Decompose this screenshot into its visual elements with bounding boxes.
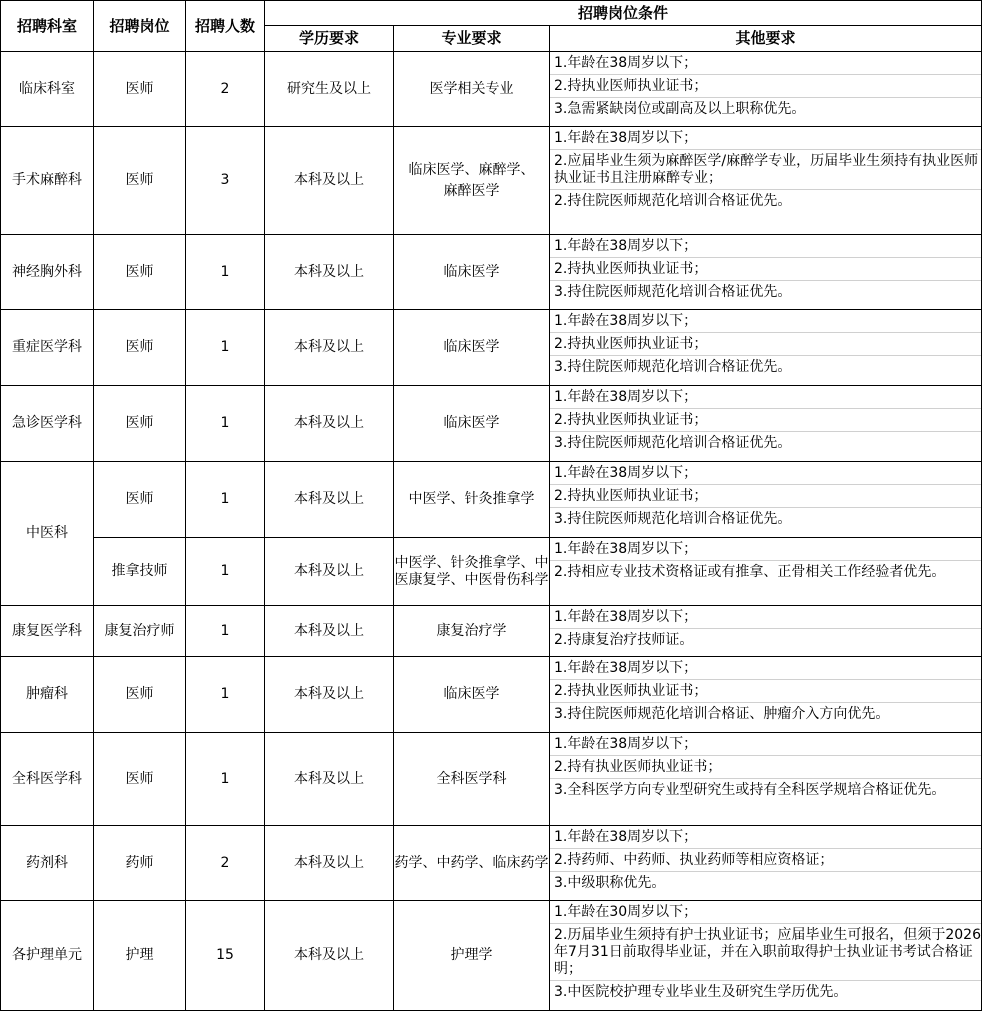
count-cell: 1: [186, 657, 265, 733]
count-cell: 1: [186, 538, 265, 606]
count-cell: 1: [186, 462, 265, 538]
requirement-line: 1.年龄在38周岁以下；: [550, 310, 981, 333]
education-cell: 本科及以上: [265, 310, 394, 386]
table-row: [1, 127, 982, 235]
table-row: [1, 733, 982, 826]
requirement-line: 3.持住院医师规范化培训合格证优先。: [554, 359, 792, 375]
dept-cell: 康复医学科: [1, 606, 94, 657]
requirement-line: 1.年龄在38周岁以下；: [550, 538, 981, 561]
major-cell: 护理学: [394, 901, 550, 1011]
header-education: 学历要求: [265, 26, 394, 52]
count-cell: 1: [186, 235, 265, 310]
count-cell: 2: [186, 52, 265, 127]
requirement-line: 2.持相应专业技术资格证或有推拿、正骨相关工作经验者优先。: [554, 564, 946, 580]
position-cell: 康复治疗师: [94, 606, 186, 657]
header-count: 招聘人数: [186, 1, 265, 52]
requirements-cell: [550, 901, 982, 1011]
requirement-line: 2.应届毕业生须为麻醉医学/麻醉学专业，历届毕业生须持有执业医师执业证书且注册麻醉专业；: [550, 150, 981, 190]
requirement-line: 2.持执业医师执业证书；: [550, 680, 981, 703]
position-cell: 药师: [94, 826, 186, 901]
requirement-line: 3.全科医学方向专业型研究生或持有全科医学规培合格证优先。: [554, 782, 946, 798]
requirement-line: 1.年龄在38周岁以下；: [550, 606, 981, 629]
requirements-cell: [550, 310, 982, 386]
requirement-line: 3.中级职称优先。: [554, 875, 666, 891]
requirements-cell: [550, 235, 982, 310]
major-cell: 中医学、针灸推拿学: [394, 462, 550, 538]
table-row: [1, 235, 982, 310]
position-cell: 医师: [94, 310, 186, 386]
requirement-line: 1.年龄在38周岁以下；: [550, 826, 981, 849]
table-row: [1, 901, 982, 1011]
education-cell: 研究生及以上: [265, 52, 394, 127]
header-conditions: 招聘岗位条件: [265, 1, 982, 26]
count-cell: 15: [186, 901, 265, 1011]
requirement-line: 1.年龄在38周岁以下；: [550, 52, 981, 75]
dept-cell: 临床科室: [1, 52, 94, 127]
table-row: [1, 826, 982, 901]
requirement-line: 3.持住院医师规范化培训合格证、肿瘤介入方向优先。: [554, 706, 890, 722]
education-cell: 本科及以上: [265, 462, 394, 538]
requirements-cell: [550, 462, 982, 538]
position-cell: 医师: [94, 386, 186, 462]
table-row: [1, 657, 982, 733]
requirement-line: 1.年龄在38周岁以下；: [550, 733, 981, 756]
requirements-cell: [550, 657, 982, 733]
position-cell: 医师: [94, 733, 186, 826]
major-line: 麻醉医学: [443, 182, 500, 199]
major-cell: 临床医学: [394, 386, 550, 462]
major-cell: 全科医学科: [394, 733, 550, 826]
table-row: [1, 310, 982, 386]
table-row: [1, 52, 982, 127]
count-cell: 2: [186, 826, 265, 901]
count-cell: 1: [186, 310, 265, 386]
requirement-line: 3.中医院校护理专业毕业生及研究生学历优先。: [554, 984, 848, 1000]
requirement-line: 1.年龄在30周岁以下；: [550, 901, 981, 924]
education-cell: 本科及以上: [265, 657, 394, 733]
dept-cell: 肿瘤科: [1, 657, 94, 733]
header-other: 其他要求: [550, 26, 982, 52]
major-cell: 康复治疗学: [394, 606, 550, 657]
header-major: 专业要求: [394, 26, 550, 52]
position-cell: 医师: [94, 462, 186, 538]
header-position: 招聘岗位: [94, 1, 186, 52]
count-cell: 1: [186, 386, 265, 462]
position-cell: 推拿技师: [94, 538, 186, 606]
count-cell: 3: [186, 127, 265, 235]
major-cell: 临床医学: [394, 235, 550, 310]
requirement-line: 2.历届毕业生须持有护士执业证书；应届毕业生可报名，但须于2026年7月31日前取得毕业证，并在入职前取得护士执业证书考试合格证明；: [550, 924, 981, 981]
major-cell: 临床医学: [394, 310, 550, 386]
requirements-cell: [550, 733, 982, 826]
education-cell: 本科及以上: [265, 538, 394, 606]
education-cell: 本科及以上: [265, 386, 394, 462]
education-cell: 本科及以上: [265, 606, 394, 657]
education-cell: 本科及以上: [265, 901, 394, 1011]
requirements-cell: [550, 606, 982, 657]
major-cell: 药学、中药学、临床药学: [394, 826, 550, 901]
requirement-line: 1.年龄在38周岁以下；: [550, 386, 981, 409]
count-cell: 1: [186, 606, 265, 657]
requirement-line: 2.持住院医师规范化培训合格证优先。: [554, 193, 792, 209]
table-row: [1, 538, 982, 606]
requirements-cell: [550, 386, 982, 462]
requirement-line: 1.年龄在38周岁以下；: [550, 127, 981, 150]
table-row: [1, 462, 982, 538]
dept-cell: 全科医学科: [1, 733, 94, 826]
dept-cell: 各护理单元: [1, 901, 94, 1011]
major-cell: 医学相关专业: [394, 52, 550, 127]
requirement-line: 1.年龄在38周岁以下；: [550, 462, 981, 485]
requirement-line: 2.持执业医师执业证书；: [550, 258, 981, 281]
count-cell: 1: [186, 733, 265, 826]
header-row: [1, 1, 982, 26]
requirement-line: 1.年龄在38周岁以下；: [550, 235, 981, 258]
requirements-cell: [550, 538, 982, 606]
requirement-line: 2.持药师、中药师、执业药师等相应资格证；: [550, 849, 981, 872]
dept-cell: 神经胸外科: [1, 235, 94, 310]
education-cell: 本科及以上: [265, 127, 394, 235]
requirements-cell: [550, 826, 982, 901]
requirement-line: 3.持住院医师规范化培训合格证优先。: [554, 284, 792, 300]
major-cell: [394, 127, 550, 235]
requirement-line: 1.年龄在38周岁以下；: [550, 657, 981, 680]
major-cell: 临床医学: [394, 657, 550, 733]
header-dept: 招聘科室: [1, 1, 94, 52]
table-row: [1, 606, 982, 657]
major-line: 临床医学、麻醉学、: [408, 161, 535, 178]
table-row: [1, 386, 982, 462]
requirement-line: 3.急需紧缺岗位或副高及以上职称优先。: [554, 101, 806, 117]
dept-cell: 药剂科: [1, 826, 94, 901]
requirement-line: 2.持执业医师执业证书；: [550, 75, 981, 98]
education-cell: 本科及以上: [265, 826, 394, 901]
requirement-line: 3.持住院医师规范化培训合格证优先。: [554, 435, 792, 451]
position-cell: 医师: [94, 657, 186, 733]
position-cell: 医师: [94, 235, 186, 310]
position-cell: 护理: [94, 901, 186, 1011]
position-cell: 医师: [94, 127, 186, 235]
requirement-line: 3.持住院医师规范化培训合格证优先。: [554, 511, 792, 527]
requirement-line: 2.持康复治疗技师证。: [554, 632, 694, 648]
education-cell: 本科及以上: [265, 235, 394, 310]
requirement-line: 2.持执业医师执业证书；: [550, 333, 981, 356]
position-cell: 医师: [94, 52, 186, 127]
major-cell: 中医学、针灸推拿学、中医康复学、中医骨伤科学: [394, 538, 550, 606]
requirement-line: 2.持执业医师执业证书；: [550, 485, 981, 508]
dept-cell: 手术麻醉科: [1, 127, 94, 235]
requirements-cell: [550, 52, 982, 127]
requirement-line: 2.持有执业医师执业证书；: [550, 756, 981, 779]
requirements-cell: [550, 127, 982, 235]
dept-cell: 急诊医学科: [1, 386, 94, 462]
requirement-line: 2.持执业医师执业证书；: [550, 409, 981, 432]
dept-cell: 中医科: [1, 462, 94, 606]
dept-cell: 重症医学科: [1, 310, 94, 386]
education-cell: 本科及以上: [265, 733, 394, 826]
